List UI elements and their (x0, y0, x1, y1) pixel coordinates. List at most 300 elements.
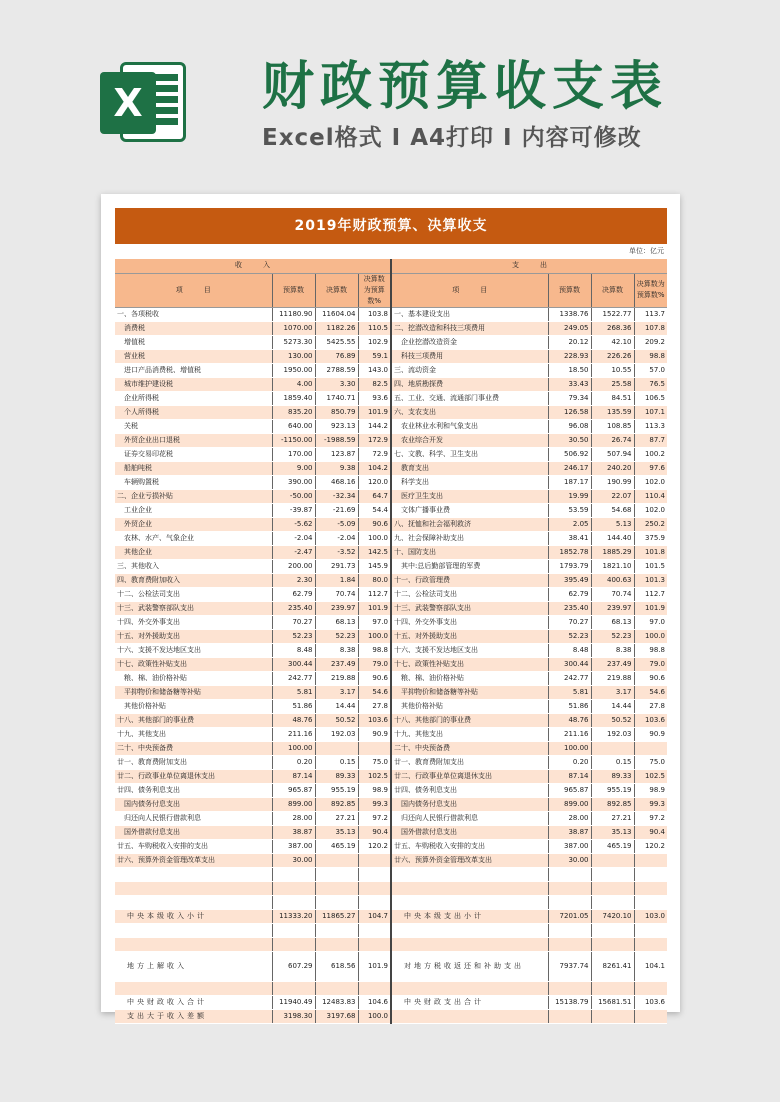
cell-income-final[interactable]: 1182.26 (315, 321, 358, 335)
cell-expense-ratio[interactable]: 90.9 (634, 727, 667, 741)
cell-expense-budget[interactable]: 211.16 (548, 727, 591, 741)
cell-income-ratio[interactable]: 120.2 (358, 839, 391, 853)
cell-income-budget[interactable]: 9.00 (272, 461, 315, 475)
cell-income-item[interactable]: 农林、水产、气象企业 (115, 531, 272, 545)
cell-income-ratio[interactable]: 82.5 (358, 377, 391, 391)
cell-expense-budget[interactable]: 19.99 (548, 489, 591, 503)
cell-income-budget[interactable]: 2.30 (272, 573, 315, 587)
cell-income-ratio[interactable]: 72.9 (358, 447, 391, 461)
cell-expense-ratio[interactable]: 101.3 (634, 573, 667, 587)
cell-expense-budget[interactable]: 70.27 (548, 615, 591, 629)
cell-income-item[interactable]: 十二、公检法司支出 (115, 587, 272, 601)
cell-expense-item[interactable] (391, 1009, 548, 1023)
cell-expense-ratio[interactable]: 107.8 (634, 321, 667, 335)
cell-income-ratio[interactable]: 145.9 (358, 559, 391, 573)
cell-expense-ratio[interactable] (634, 895, 667, 909)
cell-expense-final[interactable]: 3.17 (591, 685, 634, 699)
cell-expense-final[interactable]: 135.59 (591, 405, 634, 419)
cell-expense-budget[interactable]: 300.44 (548, 657, 591, 671)
cell-income-ratio[interactable]: 64.7 (358, 489, 391, 503)
cell-income-item[interactable]: 十四、外交外事支出 (115, 615, 272, 629)
cell-income-item[interactable]: 十三、武装警察部队支出 (115, 601, 272, 615)
cell-expense-final[interactable]: 27.21 (591, 811, 634, 825)
cell-income-final[interactable]: 219.88 (315, 671, 358, 685)
cell-expense-final[interactable]: 192.03 (591, 727, 634, 741)
cell-income-final[interactable]: 9.38 (315, 461, 358, 475)
cell-expense-budget[interactable]: 387.00 (548, 839, 591, 853)
cell-income-final[interactable]: 8.38 (315, 643, 358, 657)
cell-income-ratio[interactable]: 112.7 (358, 587, 391, 601)
cell-expense-budget[interactable]: 96.08 (548, 419, 591, 433)
cell-expense-ratio[interactable]: 110.4 (634, 489, 667, 503)
cell-expense-final[interactable]: 8.38 (591, 643, 634, 657)
cell-expense-final[interactable]: 5.13 (591, 517, 634, 531)
cell-expense-ratio[interactable]: 97.6 (634, 461, 667, 475)
cell-expense-item[interactable]: 二、挖潜改造和科技三项费用 (391, 321, 548, 335)
cell-income-budget[interactable]: 170.00 (272, 447, 315, 461)
cell-income-final[interactable] (315, 741, 358, 755)
cell-income-ratio[interactable] (358, 981, 391, 995)
cell-income-final[interactable]: 52.23 (315, 629, 358, 643)
cell-expense-ratio[interactable]: 120.2 (634, 839, 667, 853)
cell-income-final[interactable] (315, 853, 358, 867)
cell-expense-final[interactable]: 400.63 (591, 573, 634, 587)
cell-expense-final[interactable]: 35.13 (591, 825, 634, 839)
cell-expense-budget[interactable]: 2.05 (548, 517, 591, 531)
cell-expense-item[interactable]: 平抑物价和储备糖等补贴 (391, 685, 548, 699)
cell-income-budget[interactable]: 1859.40 (272, 391, 315, 405)
cell-income-item[interactable]: 十八、其他部门的事业费 (115, 713, 272, 727)
cell-income-item[interactable]: 十六、支援不发达地区支出 (115, 643, 272, 657)
cell-income-ratio[interactable]: 102.9 (358, 335, 391, 349)
cell-income-item[interactable]: 其他企业 (115, 545, 272, 559)
cell-expense-final[interactable]: 239.97 (591, 601, 634, 615)
cell-income-final[interactable]: 3.30 (315, 377, 358, 391)
cell-income-item[interactable]: 支出大于收入差额 (115, 1009, 272, 1023)
cell-expense-final[interactable]: 10.55 (591, 363, 634, 377)
cell-income-ratio[interactable]: 79.0 (358, 657, 391, 671)
cell-income-item[interactable]: 十七、政策性补贴支出 (115, 657, 272, 671)
cell-expense-item[interactable]: 归还向人民银行借款利息 (391, 811, 548, 825)
cell-income-item[interactable] (115, 867, 272, 881)
cell-income-final[interactable]: 11865.27 (315, 909, 358, 923)
cell-expense-ratio[interactable]: 76.5 (634, 377, 667, 391)
cell-income-budget[interactable]: -2.47 (272, 545, 315, 559)
cell-expense-budget[interactable]: 187.17 (548, 475, 591, 489)
cell-expense-budget[interactable] (548, 981, 591, 995)
cell-income-item[interactable]: 工业企业 (115, 503, 272, 517)
cell-expense-ratio[interactable]: 97.2 (634, 811, 667, 825)
cell-expense-final[interactable]: 226.26 (591, 349, 634, 363)
cell-expense-item[interactable] (391, 881, 548, 895)
cell-income-final[interactable]: -3.52 (315, 545, 358, 559)
cell-expense-item[interactable]: 其他价格补贴 (391, 699, 548, 713)
cell-expense-item[interactable]: 八、抚恤和社会福利救济 (391, 517, 548, 531)
cell-income-item[interactable]: 廿一、教育费附加支出 (115, 755, 272, 769)
cell-income-final[interactable]: 0.15 (315, 755, 358, 769)
cell-income-ratio[interactable] (358, 867, 391, 881)
cell-income-budget[interactable]: 390.00 (272, 475, 315, 489)
cell-expense-ratio[interactable] (634, 981, 667, 995)
cell-expense-ratio[interactable]: 102.0 (634, 503, 667, 517)
cell-expense-final[interactable] (591, 937, 634, 951)
cell-income-budget[interactable]: 242.77 (272, 671, 315, 685)
cell-income-final[interactable]: 955.19 (315, 783, 358, 797)
cell-income-item[interactable]: 消费税 (115, 321, 272, 335)
cell-expense-final[interactable]: 42.10 (591, 335, 634, 349)
cell-income-budget[interactable]: 899.00 (272, 797, 315, 811)
cell-expense-final[interactable]: 507.94 (591, 447, 634, 461)
cell-expense-budget[interactable]: 33.43 (548, 377, 591, 391)
cell-expense-item[interactable]: 科技三项费用 (391, 349, 548, 363)
cell-income-ratio[interactable]: 110.5 (358, 321, 391, 335)
cell-income-budget[interactable]: 1070.00 (272, 321, 315, 335)
cell-income-final[interactable]: -5.09 (315, 517, 358, 531)
cell-expense-item[interactable]: 三、流动资金 (391, 363, 548, 377)
cell-income-final[interactable]: 68.13 (315, 615, 358, 629)
cell-income-final[interactable]: 192.03 (315, 727, 358, 741)
cell-income-item[interactable]: 船舶吨税 (115, 461, 272, 475)
cell-income-ratio[interactable]: 80.0 (358, 573, 391, 587)
cell-expense-item[interactable]: 对地方税收返还和补助支出 (391, 951, 548, 981)
cell-income-final[interactable]: 1740.71 (315, 391, 358, 405)
cell-income-item[interactable]: 廿五、车购税收入安排的支出 (115, 839, 272, 853)
cell-income-budget[interactable]: 835.20 (272, 405, 315, 419)
cell-income-item[interactable]: 外贸企业出口退税 (115, 433, 272, 447)
cell-income-item[interactable]: 二、企业亏损补贴 (115, 489, 272, 503)
cell-expense-final[interactable] (591, 1009, 634, 1023)
cell-income-ratio[interactable]: 98.9 (358, 783, 391, 797)
cell-income-budget[interactable]: 8.48 (272, 643, 315, 657)
cell-income-ratio[interactable]: 172.9 (358, 433, 391, 447)
cell-expense-item[interactable]: 廿四、债务利息支出 (391, 783, 548, 797)
cell-income-ratio[interactable]: 101.9 (358, 601, 391, 615)
cell-income-final[interactable]: 3.17 (315, 685, 358, 699)
cell-expense-budget[interactable] (548, 923, 591, 937)
cell-expense-item[interactable]: 廿六、预算外资金管理改革支出 (391, 853, 548, 867)
cell-expense-ratio[interactable]: 107.1 (634, 405, 667, 419)
cell-income-final[interactable]: -21.69 (315, 503, 358, 517)
cell-income-ratio[interactable] (358, 853, 391, 867)
cell-expense-budget[interactable]: 242.77 (548, 671, 591, 685)
cell-expense-ratio[interactable]: 57.0 (634, 363, 667, 377)
cell-income-item[interactable]: 中央财政收入合计 (115, 995, 272, 1009)
cell-income-final[interactable] (315, 881, 358, 895)
cell-income-ratio[interactable] (358, 741, 391, 755)
cell-income-budget[interactable]: 607.29 (272, 951, 315, 981)
cell-expense-final[interactable]: 22.07 (591, 489, 634, 503)
cell-expense-ratio[interactable]: 101.5 (634, 559, 667, 573)
cell-income-final[interactable]: 465.19 (315, 839, 358, 853)
cell-income-final[interactable]: 27.21 (315, 811, 358, 825)
cell-income-item[interactable]: 粮、棉、油价格补贴 (115, 671, 272, 685)
cell-expense-item[interactable] (391, 867, 548, 881)
cell-expense-final[interactable]: 70.74 (591, 587, 634, 601)
cell-income-item[interactable]: 中央本级收入小计 (115, 909, 272, 923)
cell-income-item[interactable]: 进口产品消费税、增值税 (115, 363, 272, 377)
cell-income-ratio[interactable]: 103.6 (358, 713, 391, 727)
cell-expense-budget[interactable]: 246.17 (548, 461, 591, 475)
cell-expense-final[interactable]: 7420.10 (591, 909, 634, 923)
cell-income-budget[interactable] (272, 937, 315, 951)
cell-income-ratio[interactable]: 101.9 (358, 405, 391, 419)
cell-income-ratio[interactable]: 120.0 (358, 475, 391, 489)
cell-income-ratio[interactable]: 54.4 (358, 503, 391, 517)
cell-income-item[interactable]: 证券交易印花税 (115, 447, 272, 461)
cell-expense-final[interactable] (591, 881, 634, 895)
cell-income-budget[interactable]: 11180.90 (272, 307, 315, 321)
cell-expense-budget[interactable]: 965.87 (548, 783, 591, 797)
cell-expense-budget[interactable]: 506.92 (548, 447, 591, 461)
cell-income-ratio[interactable] (358, 937, 391, 951)
cell-income-item[interactable] (115, 895, 272, 909)
cell-expense-ratio[interactable]: 102.0 (634, 475, 667, 489)
cell-income-item[interactable] (115, 881, 272, 895)
cell-expense-item[interactable]: 二十、中央预备费 (391, 741, 548, 755)
cell-expense-ratio[interactable]: 98.9 (634, 783, 667, 797)
cell-income-ratio[interactable]: 102.5 (358, 769, 391, 783)
cell-expense-item[interactable] (391, 923, 548, 937)
cell-income-final[interactable] (315, 981, 358, 995)
cell-income-item[interactable]: 一、各项税收 (115, 307, 272, 321)
cell-expense-budget[interactable]: 15138.79 (548, 995, 591, 1009)
cell-expense-budget[interactable]: 52.23 (548, 629, 591, 643)
cell-income-budget[interactable]: 38.87 (272, 825, 315, 839)
cell-income-item[interactable]: 廿四、债务利息支出 (115, 783, 272, 797)
cell-expense-item[interactable]: 其中:总后勤部管理的军费 (391, 559, 548, 573)
cell-expense-budget[interactable]: 30.50 (548, 433, 591, 447)
cell-expense-item[interactable]: 教育支出 (391, 461, 548, 475)
cell-income-budget[interactable]: 5273.30 (272, 335, 315, 349)
cell-expense-final[interactable]: 892.85 (591, 797, 634, 811)
cell-expense-budget[interactable] (548, 895, 591, 909)
cell-income-final[interactable]: 5425.55 (315, 335, 358, 349)
cell-expense-final[interactable]: 84.51 (591, 391, 634, 405)
cell-income-item[interactable] (115, 981, 272, 995)
cell-expense-budget[interactable]: 249.05 (548, 321, 591, 335)
cell-income-final[interactable] (315, 895, 358, 909)
cell-expense-budget[interactable]: 228.93 (548, 349, 591, 363)
cell-expense-final[interactable]: 15681.51 (591, 995, 634, 1009)
cell-expense-final[interactable]: 190.99 (591, 475, 634, 489)
cell-income-final[interactable]: 50.52 (315, 713, 358, 727)
cell-income-ratio[interactable]: 93.6 (358, 391, 391, 405)
cell-income-item[interactable]: 十九、其他支出 (115, 727, 272, 741)
cell-expense-ratio[interactable]: 102.5 (634, 769, 667, 783)
cell-expense-item[interactable]: 十六、支援不发达地区支出 (391, 643, 548, 657)
cell-income-budget[interactable]: 640.00 (272, 419, 315, 433)
cell-expense-item[interactable] (391, 981, 548, 995)
cell-income-item[interactable]: 城市维护建设税 (115, 377, 272, 391)
cell-income-item[interactable]: 车辆购置税 (115, 475, 272, 489)
cell-expense-item[interactable]: 廿五、车购税收入安排的支出 (391, 839, 548, 853)
cell-income-budget[interactable]: 87.14 (272, 769, 315, 783)
cell-expense-final[interactable]: 68.13 (591, 615, 634, 629)
cell-income-final[interactable]: 70.74 (315, 587, 358, 601)
cell-expense-final[interactable]: 465.19 (591, 839, 634, 853)
cell-expense-ratio[interactable]: 101.9 (634, 601, 667, 615)
cell-income-budget[interactable]: 11940.49 (272, 995, 315, 1009)
cell-expense-budget[interactable]: 8.48 (548, 643, 591, 657)
cell-income-item[interactable]: 廿六、预算外资金管理改革支出 (115, 853, 272, 867)
cell-expense-final[interactable]: 52.23 (591, 629, 634, 643)
cell-expense-ratio[interactable]: 103.6 (634, 995, 667, 1009)
cell-expense-final[interactable] (591, 895, 634, 909)
cell-income-final[interactable] (315, 937, 358, 951)
cell-expense-budget[interactable]: 79.34 (548, 391, 591, 405)
cell-income-ratio[interactable]: 104.7 (358, 909, 391, 923)
cell-income-ratio[interactable] (358, 881, 391, 895)
cell-income-item[interactable]: 外贸企业 (115, 517, 272, 531)
cell-expense-budget[interactable]: 53.59 (548, 503, 591, 517)
cell-income-final[interactable]: 892.85 (315, 797, 358, 811)
cell-income-item[interactable]: 廿二、行政事业单位离退休支出 (115, 769, 272, 783)
cell-expense-budget[interactable]: 1338.76 (548, 307, 591, 321)
cell-income-final[interactable]: 89.33 (315, 769, 358, 783)
cell-income-ratio[interactable]: 97.0 (358, 615, 391, 629)
cell-expense-final[interactable]: 1821.10 (591, 559, 634, 573)
cell-expense-budget[interactable] (548, 1009, 591, 1023)
cell-expense-budget[interactable]: 48.76 (548, 713, 591, 727)
cell-expense-ratio[interactable] (634, 937, 667, 951)
cell-expense-budget[interactable]: 51.86 (548, 699, 591, 713)
cell-expense-ratio[interactable]: 104.1 (634, 951, 667, 981)
cell-expense-item[interactable]: 粮、棉、油价格补贴 (391, 671, 548, 685)
cell-expense-budget[interactable]: 7201.05 (548, 909, 591, 923)
cell-income-budget[interactable]: 387.00 (272, 839, 315, 853)
cell-expense-item[interactable]: 一、基本建设支出 (391, 307, 548, 321)
cell-income-final[interactable]: 618.56 (315, 951, 358, 981)
cell-income-item[interactable]: 国内债务付息支出 (115, 797, 272, 811)
cell-income-budget[interactable]: -5.62 (272, 517, 315, 531)
cell-expense-ratio[interactable]: 100.2 (634, 447, 667, 461)
cell-income-item[interactable]: 二十、中央预备费 (115, 741, 272, 755)
cell-expense-ratio[interactable]: 98.8 (634, 349, 667, 363)
cell-income-final[interactable]: 237.49 (315, 657, 358, 671)
cell-income-ratio[interactable]: 144.2 (358, 419, 391, 433)
cell-income-budget[interactable]: 130.00 (272, 349, 315, 363)
cell-expense-final[interactable]: 25.58 (591, 377, 634, 391)
cell-expense-item[interactable] (391, 895, 548, 909)
cell-expense-item[interactable]: 十一、行政管理费 (391, 573, 548, 587)
cell-expense-ratio[interactable]: 209.2 (634, 335, 667, 349)
cell-income-ratio[interactable]: 59.1 (358, 349, 391, 363)
cell-expense-item[interactable]: 九、社会保障补助支出 (391, 531, 548, 545)
cell-expense-ratio[interactable] (634, 881, 667, 895)
cell-income-final[interactable]: 14.44 (315, 699, 358, 713)
cell-income-budget[interactable] (272, 895, 315, 909)
cell-income-item[interactable]: 十五、对外援助支出 (115, 629, 272, 643)
cell-expense-item[interactable]: 中央本级支出小计 (391, 909, 548, 923)
cell-income-final[interactable]: -1988.59 (315, 433, 358, 447)
cell-expense-item[interactable]: 国外借款付息支出 (391, 825, 548, 839)
cell-income-final[interactable]: 123.87 (315, 447, 358, 461)
cell-expense-budget[interactable]: 126.58 (548, 405, 591, 419)
cell-expense-budget[interactable]: 38.87 (548, 825, 591, 839)
cell-income-ratio[interactable]: 98.8 (358, 643, 391, 657)
cell-income-item[interactable]: 四、教育费附加收入 (115, 573, 272, 587)
cell-expense-item[interactable]: 科学支出 (391, 475, 548, 489)
cell-income-budget[interactable]: -39.87 (272, 503, 315, 517)
cell-income-budget[interactable] (272, 981, 315, 995)
cell-income-budget[interactable]: 211.16 (272, 727, 315, 741)
cell-income-final[interactable] (315, 923, 358, 937)
cell-income-budget[interactable]: 5.81 (272, 685, 315, 699)
cell-income-budget[interactable]: 4.00 (272, 377, 315, 391)
cell-income-final[interactable]: 850.79 (315, 405, 358, 419)
cell-income-final[interactable]: 12483.83 (315, 995, 358, 1009)
cell-income-budget[interactable]: 51.86 (272, 699, 315, 713)
cell-income-budget[interactable]: 965.87 (272, 783, 315, 797)
cell-income-item[interactable]: 国外借款付息支出 (115, 825, 272, 839)
cell-expense-item[interactable]: 十三、武装警察部队支出 (391, 601, 548, 615)
cell-expense-ratio[interactable]: 97.0 (634, 615, 667, 629)
cell-expense-item[interactable]: 农业综合开发 (391, 433, 548, 447)
cell-income-item[interactable]: 增值税 (115, 335, 272, 349)
cell-income-budget[interactable] (272, 867, 315, 881)
cell-expense-budget[interactable]: 235.40 (548, 601, 591, 615)
cell-income-final[interactable]: 923.13 (315, 419, 358, 433)
cell-income-final[interactable]: 76.89 (315, 349, 358, 363)
cell-income-ratio[interactable]: 90.6 (358, 671, 391, 685)
cell-income-budget[interactable] (272, 881, 315, 895)
cell-expense-budget[interactable] (548, 937, 591, 951)
cell-expense-ratio[interactable]: 113.3 (634, 419, 667, 433)
cell-income-ratio[interactable]: 142.5 (358, 545, 391, 559)
cell-expense-ratio[interactable]: 87.7 (634, 433, 667, 447)
cell-expense-budget[interactable]: 1793.79 (548, 559, 591, 573)
cell-expense-budget[interactable]: 30.00 (548, 853, 591, 867)
cell-income-budget[interactable]: 28.00 (272, 811, 315, 825)
cell-expense-item[interactable]: 五、工业、交通、流通部门事业费 (391, 391, 548, 405)
cell-expense-item[interactable]: 农业林业水利和气象支出 (391, 419, 548, 433)
cell-expense-final[interactable]: 0.15 (591, 755, 634, 769)
cell-income-ratio[interactable]: 100.0 (358, 1009, 391, 1023)
cell-income-ratio[interactable]: 100.0 (358, 531, 391, 545)
cell-expense-ratio[interactable]: 79.0 (634, 657, 667, 671)
cell-expense-item[interactable]: 中央财政支出合计 (391, 995, 548, 1009)
cell-income-item[interactable]: 企业所得税 (115, 391, 272, 405)
cell-expense-final[interactable] (591, 741, 634, 755)
cell-expense-final[interactable]: 54.68 (591, 503, 634, 517)
cell-expense-final[interactable] (591, 923, 634, 937)
cell-income-budget[interactable]: 62.79 (272, 587, 315, 601)
cell-income-budget[interactable]: -2.04 (272, 531, 315, 545)
cell-expense-final[interactable]: 1885.29 (591, 545, 634, 559)
cell-expense-ratio[interactable] (634, 853, 667, 867)
cell-expense-ratio[interactable]: 98.8 (634, 643, 667, 657)
cell-expense-ratio[interactable] (634, 741, 667, 755)
cell-expense-final[interactable]: 1522.77 (591, 307, 634, 321)
cell-income-ratio[interactable]: 104.2 (358, 461, 391, 475)
cell-expense-item[interactable]: 十四、外交外事支出 (391, 615, 548, 629)
cell-expense-item[interactable] (391, 937, 548, 951)
cell-income-ratio[interactable]: 54.6 (358, 685, 391, 699)
cell-expense-final[interactable]: 50.52 (591, 713, 634, 727)
cell-expense-ratio[interactable]: 75.0 (634, 755, 667, 769)
cell-income-ratio[interactable]: 101.9 (358, 951, 391, 981)
cell-income-final[interactable]: -32.34 (315, 489, 358, 503)
cell-income-item[interactable]: 地方上解收入 (115, 951, 272, 981)
cell-expense-ratio[interactable] (634, 867, 667, 881)
cell-income-final[interactable]: 11604.04 (315, 307, 358, 321)
cell-expense-ratio[interactable] (634, 1009, 667, 1023)
cell-expense-budget[interactable]: 38.41 (548, 531, 591, 545)
cell-expense-item[interactable]: 企业挖潜改造资金 (391, 335, 548, 349)
cell-income-budget[interactable]: 235.40 (272, 601, 315, 615)
cell-expense-item[interactable]: 七、文教、科学、卫生支出 (391, 447, 548, 461)
cell-income-ratio[interactable]: 97.2 (358, 811, 391, 825)
